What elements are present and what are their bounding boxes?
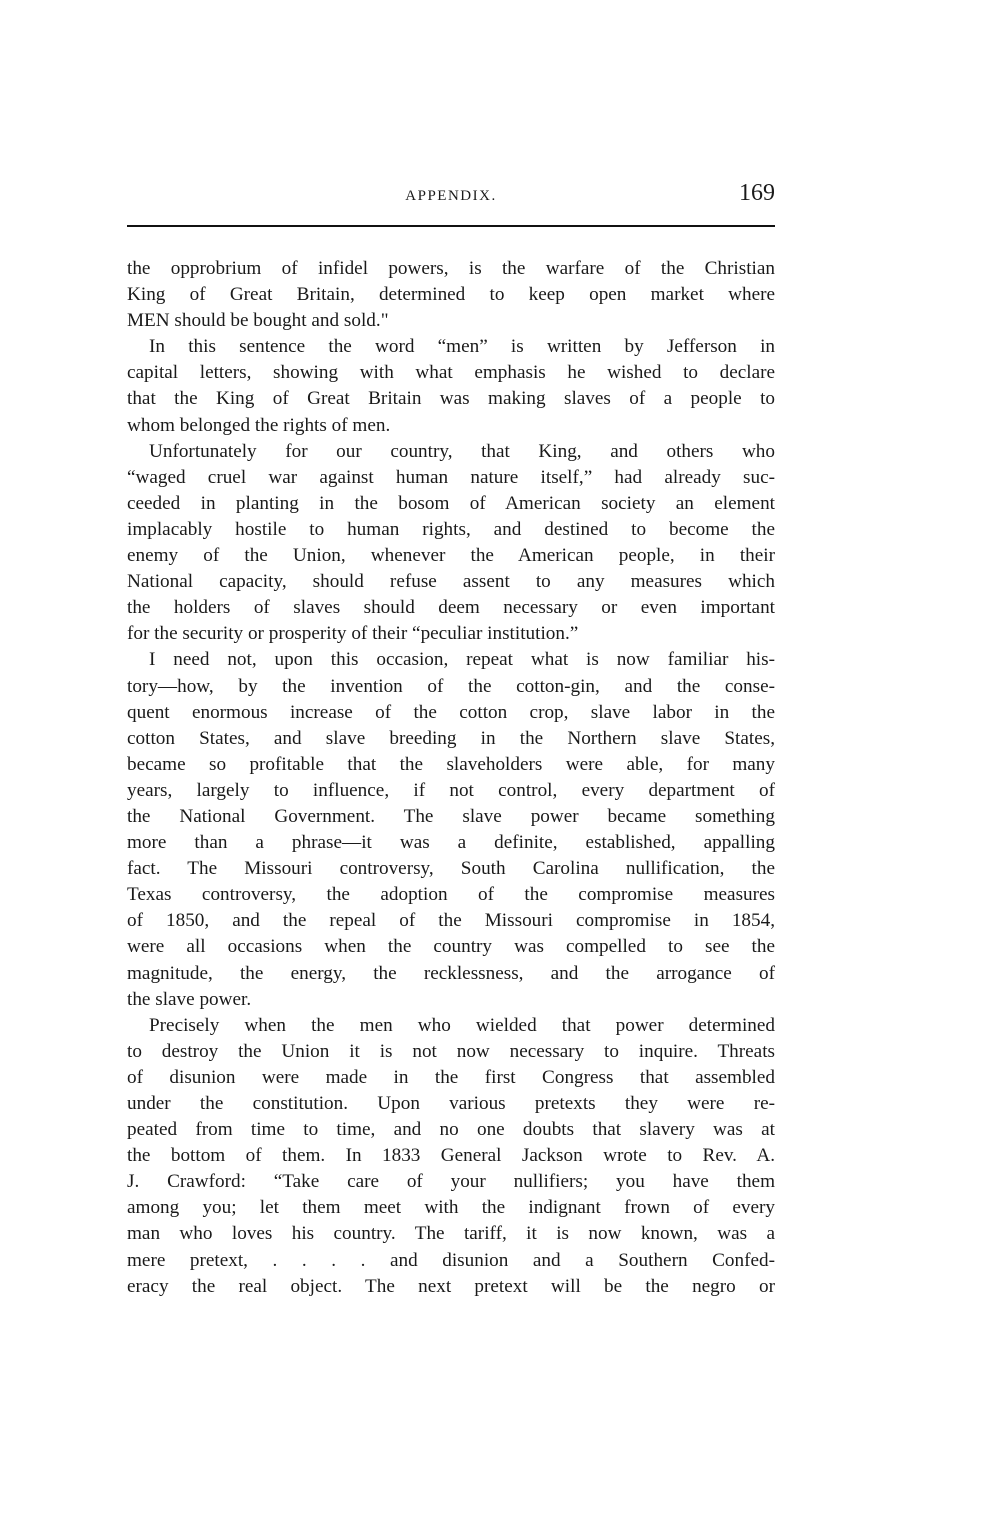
text-line: the slave power. <box>127 988 252 1010</box>
text-line: under the constitution. Upon various pretexts they were re- <box>127 1093 775 1114</box>
text-line: more than a phrase—it was a definite, established, appalling <box>127 832 775 854</box>
paragraph <box>127 439 775 648</box>
text-line: I need not, upon this occasion, repeat what is now familiar his- <box>149 649 775 671</box>
header-rule <box>127 225 775 227</box>
text-line: among you; let them meet with the indignant frown of every <box>127 1197 775 1219</box>
text-line: King of Great Britain, determined to keep open market where <box>127 284 775 306</box>
text-line: Unfortunately for our country, that King, and others who <box>149 440 775 462</box>
text-line: eracy the real object. The next pretext will be the negro or <box>127 1275 775 1297</box>
running-title-text: APPENDIX. <box>405 188 497 204</box>
running-title <box>127 188 775 205</box>
body-text <box>127 256 775 1300</box>
text-line: National capacity, should refuse assent to any measures which <box>127 571 775 593</box>
text-line: of disunion were made in the first Congress that assembled <box>127 1066 775 1088</box>
text-line: quent enormous increase of the cotton crop, slave labor in the <box>127 701 775 723</box>
text-line: the opprobrium of infidel powers, is the warfare of the Christian <box>127 258 775 279</box>
paragraph <box>127 334 775 438</box>
text-line: whom belonged the rights of men. <box>127 414 391 436</box>
text-line: peated from time to time, and no one doubts that slavery was at <box>127 1119 775 1141</box>
text-line: J. Crawford: “Take care of your nullifiers; you have them <box>127 1171 775 1193</box>
text-line: magnitude, the energy, the recklessness, and the arrogance of <box>127 962 775 984</box>
text-line: Precisely when the men who wielded that power determined <box>149 1014 775 1036</box>
text-line: the bottom of them. In 1833 General Jackson wrote to Rev. A. <box>127 1145 775 1167</box>
text-line: that the King of Great Britain was making slaves of a people to <box>127 388 775 410</box>
book-page <box>127 178 775 1297</box>
text-line: MEN should be bought and sold." <box>127 310 389 332</box>
text-line: man who loves his country. The tariff, it is now known, was a <box>127 1223 775 1245</box>
text-line: became so profitable that the slaveholders were able, for many <box>127 753 775 775</box>
text-line: for the security or prosperity of their “peculiar institution.” <box>127 623 579 645</box>
paragraph <box>127 1013 775 1300</box>
text-line: the National Government. The slave power became something <box>127 805 775 827</box>
text-line: the holders of slaves should deem necessary or even important <box>127 597 775 619</box>
paragraph <box>127 647 775 1012</box>
text-line: cotton States, and slave breeding in the Northern slave States, <box>127 727 775 749</box>
text-line: capital letters, showing with what emphasis he wished to declare <box>127 362 775 384</box>
text-line: of 1850, and the repeal of the Missouri compromise in 1854, <box>127 910 775 932</box>
text-line: years, largely to influence, if not control, every department of <box>127 779 775 801</box>
text-line: tory—how, by the invention of the cotton-gin, and the conse- <box>127 675 775 697</box>
text-line: Texas controversy, the adoption of the compromise measures <box>127 884 775 906</box>
text-line: implacably hostile to human rights, and destined to become the <box>127 518 775 540</box>
text-line: In this sentence the word “men” is written by Jefferson in <box>149 336 775 358</box>
text-line: to destroy the Union it is not now necessary to inquire. Threats <box>127 1040 775 1062</box>
page-header <box>127 178 775 220</box>
text-line: enemy of the Union, whenever the American people, in their <box>127 545 775 567</box>
text-line: were all occasions when the country was compelled to see the <box>127 936 775 958</box>
text-line: mere pretext, . . . . and disunion and a Southern Confed- <box>127 1249 775 1271</box>
text-line: “waged cruel war against human nature itself,” had already suc- <box>127 466 775 488</box>
text-line: ceeded in planting in the bosom of American society an element <box>127 492 775 514</box>
page-number: 169 <box>739 180 775 206</box>
paragraph <box>127 256 775 334</box>
text-line: fact. The Missouri controversy, South Carolina nullification, the <box>127 858 775 880</box>
